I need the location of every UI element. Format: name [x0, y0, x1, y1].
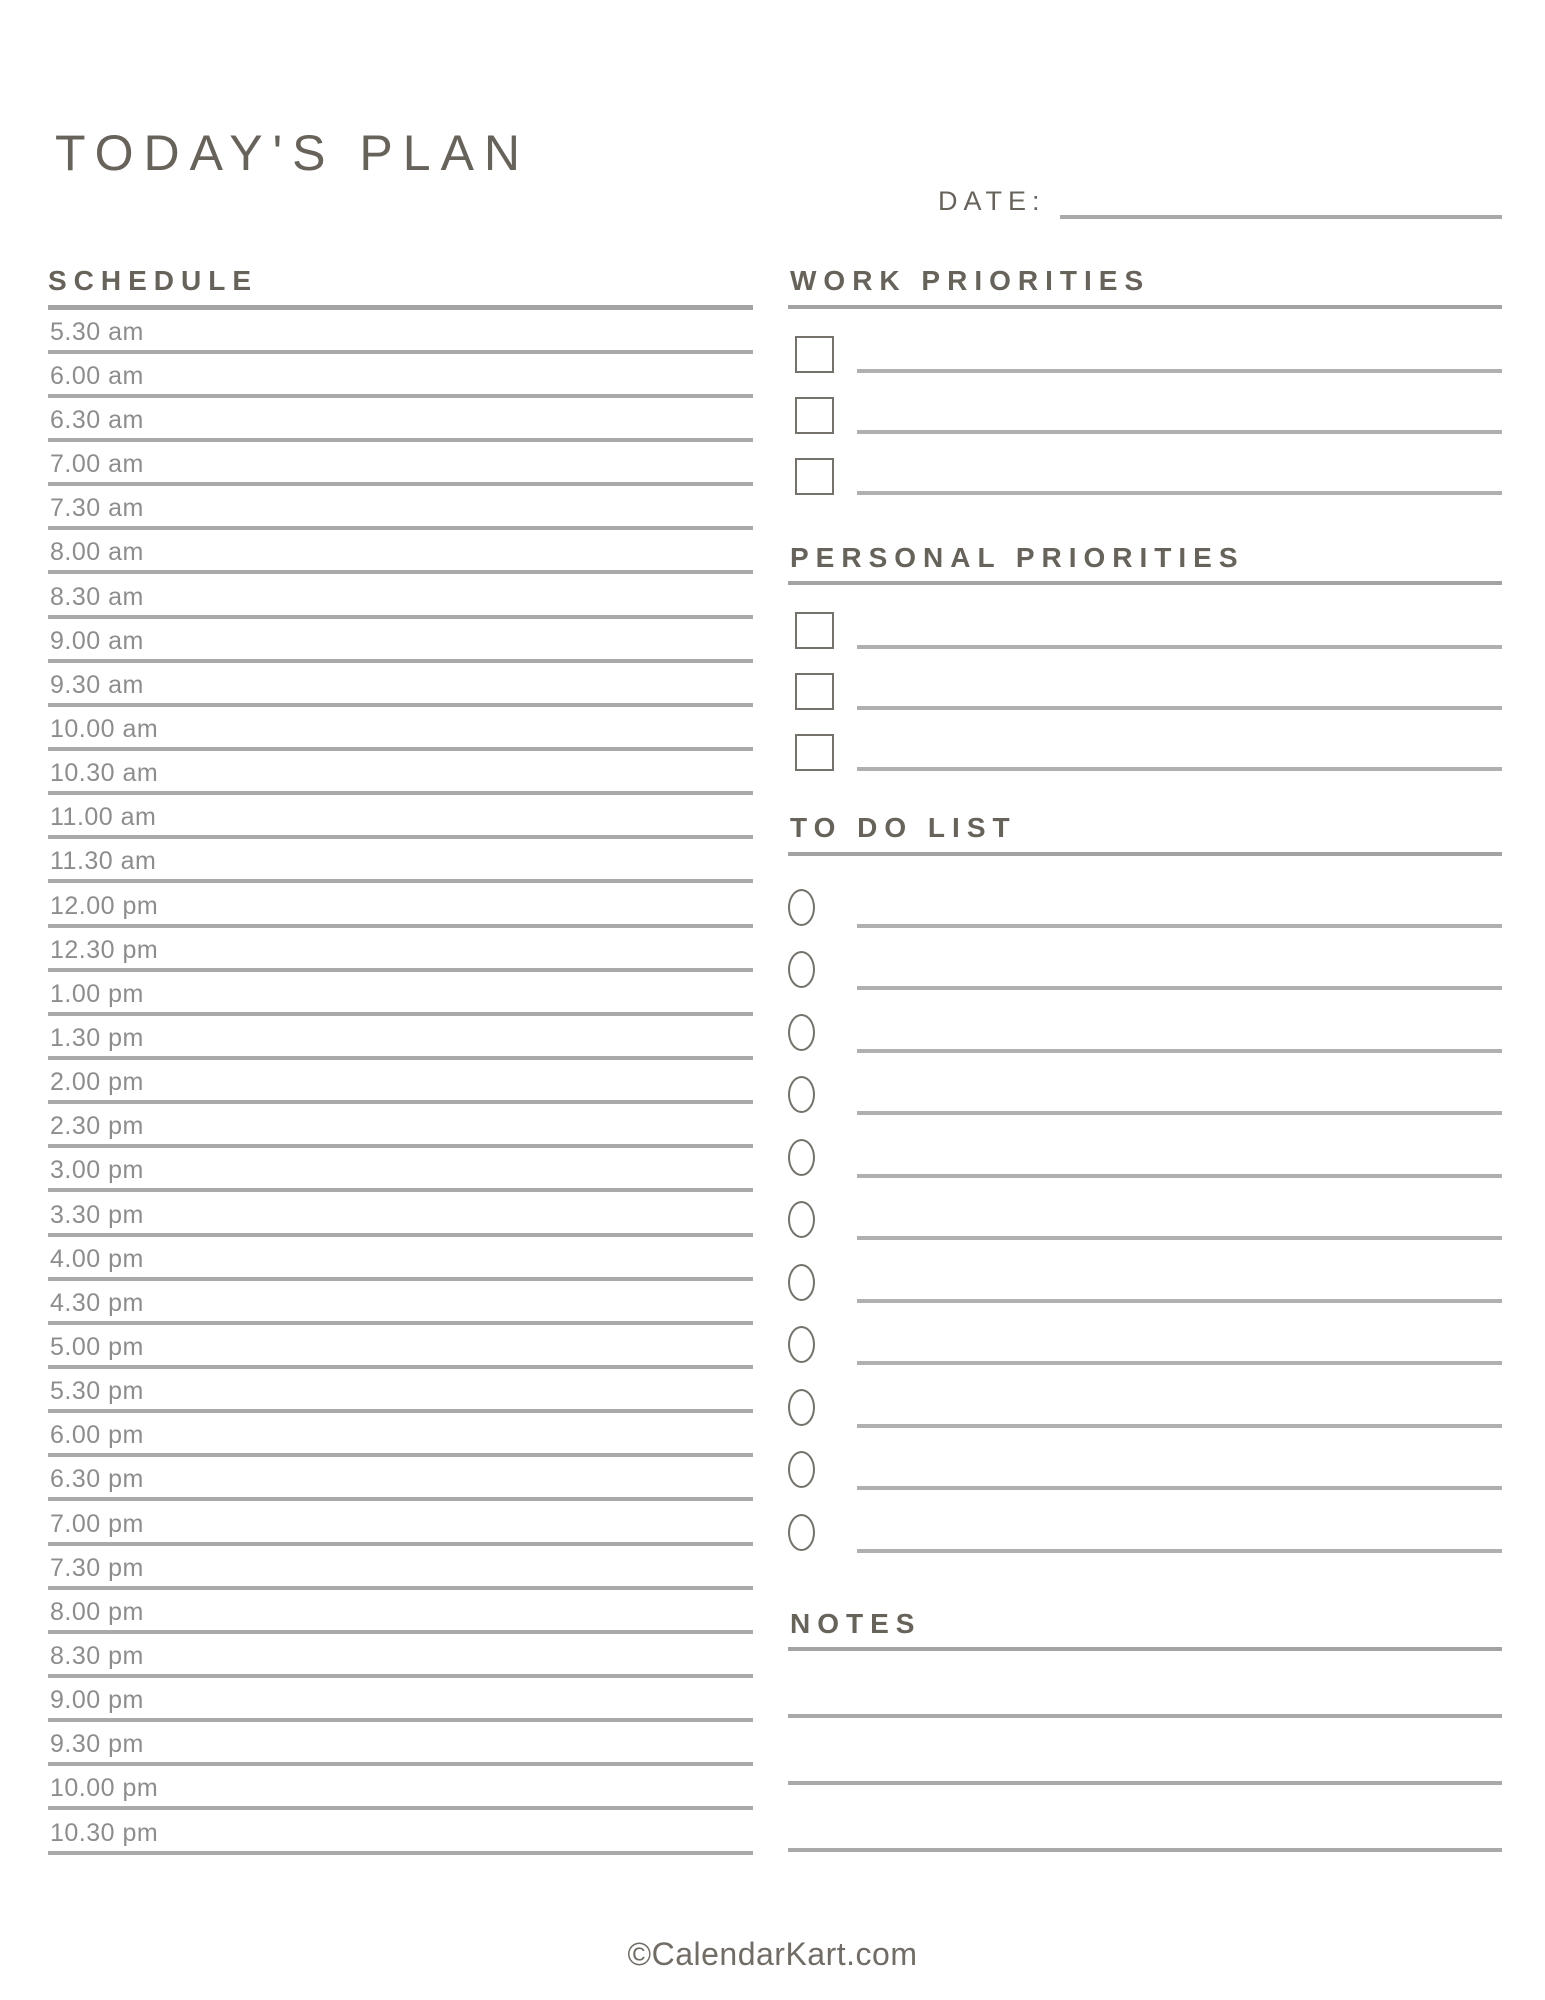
schedule-row — [48, 1060, 753, 1104]
schedule-row — [48, 1722, 753, 1766]
circle-bullet — [788, 1264, 815, 1301]
time-label: 12.00 pm — [50, 891, 159, 920]
time-label: 10.30 pm — [50, 1818, 159, 1847]
schedule-row — [48, 972, 753, 1016]
schedule-row — [48, 354, 753, 398]
schedule-row — [48, 1590, 753, 1634]
schedule-row — [48, 1501, 753, 1545]
priority-writing-line — [857, 369, 1502, 373]
time-label: 7.00 am — [50, 450, 144, 479]
checkbox — [795, 336, 834, 373]
date-label: DATE: — [938, 186, 1046, 216]
checkbox — [795, 397, 834, 434]
checkbox — [795, 458, 834, 495]
notes-lines — [788, 1714, 1502, 1852]
todo-writing-line — [857, 1299, 1502, 1303]
circle-bullet — [788, 1139, 815, 1176]
priority-writing-line — [857, 430, 1502, 434]
schedule-row — [48, 1281, 753, 1325]
time-label: 8.30 am — [50, 582, 144, 611]
priority-writing-line — [857, 706, 1502, 710]
todo-row — [788, 951, 1502, 988]
checkbox — [795, 734, 834, 771]
time-label: 1.00 pm — [50, 979, 144, 1008]
date-writing-line — [1060, 215, 1502, 219]
schedule-row — [48, 574, 753, 618]
priority-rows — [788, 336, 1502, 495]
todo-writing-line — [857, 1486, 1502, 1490]
todo-row — [788, 1201, 1502, 1238]
todo-row — [788, 1514, 1502, 1551]
time-label: 11.30 am — [50, 847, 157, 876]
personal-priority-row — [788, 612, 1502, 649]
schedule-row — [48, 1148, 753, 1192]
time-label: 5.00 pm — [50, 1332, 144, 1361]
notes-writing-line — [788, 1714, 1502, 1718]
time-label: 2.30 pm — [50, 1112, 144, 1141]
circle-bullet — [788, 1451, 815, 1488]
circle-bullet — [788, 1076, 815, 1113]
time-label: 6.30 pm — [50, 1465, 144, 1494]
schedule-row — [48, 1766, 753, 1810]
schedule-row — [48, 883, 753, 927]
schedule-row — [48, 751, 753, 795]
work-priority-row — [788, 397, 1502, 434]
schedule-row — [48, 1325, 753, 1369]
time-label: 6.00 am — [50, 361, 144, 390]
time-label: 10.00 am — [50, 715, 159, 743]
todo-row — [788, 1389, 1502, 1426]
time-label: 9.00 am — [50, 626, 144, 655]
time-label: 9.30 am — [50, 670, 144, 699]
time-label: 6.00 pm — [50, 1421, 144, 1450]
time-label: 7.30 pm — [50, 1553, 144, 1582]
schedule-row — [48, 442, 753, 486]
circle-bullet — [788, 1014, 815, 1051]
todo-writing-line — [857, 924, 1502, 928]
work-priority-row — [788, 336, 1502, 373]
schedule-row — [48, 839, 753, 883]
schedule-row — [48, 1810, 753, 1854]
priority-rows — [788, 612, 1502, 771]
schedule-row — [48, 1457, 753, 1501]
todo-row — [788, 1139, 1502, 1176]
time-label: 4.30 pm — [50, 1288, 144, 1317]
todo-row — [788, 1264, 1502, 1301]
schedule-row — [48, 398, 753, 442]
schedule-rows — [48, 310, 753, 1855]
todo-writing-line — [857, 1361, 1502, 1365]
schedule-row — [48, 1104, 753, 1148]
circle-bullet — [788, 889, 815, 926]
time-label: 11.00 am — [50, 803, 157, 832]
circle-bullet — [788, 951, 815, 988]
time-label: 9.30 pm — [50, 1730, 144, 1759]
todo-heading-rule — [788, 852, 1502, 856]
schedule-row — [48, 663, 753, 707]
schedule-writing-line — [48, 1851, 753, 1855]
personal-priorities-heading-rule — [788, 581, 1502, 585]
todo-row — [788, 1014, 1502, 1051]
personal-priorities-heading: PERSONAL PRIORITIES — [790, 541, 1245, 573]
schedule-row — [48, 1413, 753, 1457]
time-label: 10.30 am — [50, 759, 159, 788]
schedule-heading: SCHEDULE — [48, 265, 259, 296]
checkbox — [795, 673, 834, 710]
time-label: 8.30 pm — [50, 1641, 144, 1670]
time-label: 9.00 pm — [50, 1686, 144, 1715]
schedule-row — [48, 1634, 753, 1678]
schedule-row — [48, 486, 753, 530]
schedule-row — [48, 928, 753, 972]
checkbox — [795, 612, 834, 649]
todo-rows — [788, 889, 1502, 1551]
page-title: TODAY'S PLAN — [55, 125, 531, 181]
work-priorities-heading-rule — [788, 305, 1502, 309]
schedule-row — [48, 707, 753, 751]
priority-writing-line — [857, 645, 1502, 649]
time-label: 8.00 pm — [50, 1597, 144, 1626]
date-field — [938, 184, 1502, 224]
todo-writing-line — [857, 1549, 1502, 1553]
todo-row — [788, 1076, 1502, 1113]
time-label: 8.00 am — [50, 538, 144, 567]
todo-writing-line — [857, 1236, 1502, 1240]
schedule-row — [48, 1369, 753, 1413]
time-label: 2.00 pm — [50, 1068, 144, 1097]
personal-priority-row — [788, 673, 1502, 710]
priority-writing-line — [857, 491, 1502, 495]
work-priority-row — [788, 458, 1502, 495]
todo-writing-line — [857, 1424, 1502, 1428]
notes-heading: NOTES — [790, 1607, 922, 1639]
circle-bullet — [788, 1389, 815, 1426]
time-label: 7.00 pm — [50, 1509, 144, 1538]
schedule-row — [48, 795, 753, 839]
time-label: 1.30 pm — [50, 1023, 144, 1052]
time-label: 4.00 pm — [50, 1244, 144, 1273]
priority-writing-line — [857, 767, 1502, 771]
todo-writing-line — [857, 1049, 1502, 1053]
schedule-row — [48, 1192, 753, 1236]
schedule-row — [48, 1016, 753, 1060]
todo-writing-line — [857, 1111, 1502, 1115]
schedule-row — [48, 310, 753, 354]
schedule-row — [48, 1546, 753, 1590]
time-label: 7.30 am — [50, 494, 144, 523]
schedule-row — [48, 1237, 753, 1281]
notes-heading-rule — [788, 1647, 1502, 1651]
time-label: 12.30 pm — [50, 935, 159, 964]
schedule-row — [48, 619, 753, 663]
time-label: 6.30 am — [50, 406, 144, 435]
time-label: 10.00 pm — [50, 1774, 159, 1803]
circle-bullet — [788, 1326, 815, 1363]
schedule-row — [48, 530, 753, 574]
todo-row — [788, 1451, 1502, 1488]
time-label: 3.00 pm — [50, 1156, 144, 1185]
todo-writing-line — [857, 1174, 1502, 1178]
todo-row — [788, 1326, 1502, 1363]
todo-row — [788, 889, 1502, 926]
right-column — [788, 264, 1502, 1852]
work-priorities-heading: WORK PRIORITIES — [790, 265, 1151, 296]
schedule-row — [48, 1678, 753, 1722]
personal-priority-row — [788, 734, 1502, 771]
notes-writing-line — [788, 1848, 1502, 1852]
schedule-section — [48, 264, 753, 1855]
todo-heading: TO DO LIST — [790, 812, 1017, 844]
time-label: 3.30 pm — [50, 1200, 144, 1229]
time-label: 5.30 am — [50, 317, 144, 346]
circle-bullet — [788, 1201, 815, 1238]
footer-credit: ©CalendarKart.com — [627, 1936, 918, 1972]
todo-writing-line — [857, 986, 1502, 990]
notes-writing-line — [788, 1781, 1502, 1785]
time-label: 5.30 pm — [50, 1377, 144, 1406]
circle-bullet — [788, 1514, 815, 1551]
